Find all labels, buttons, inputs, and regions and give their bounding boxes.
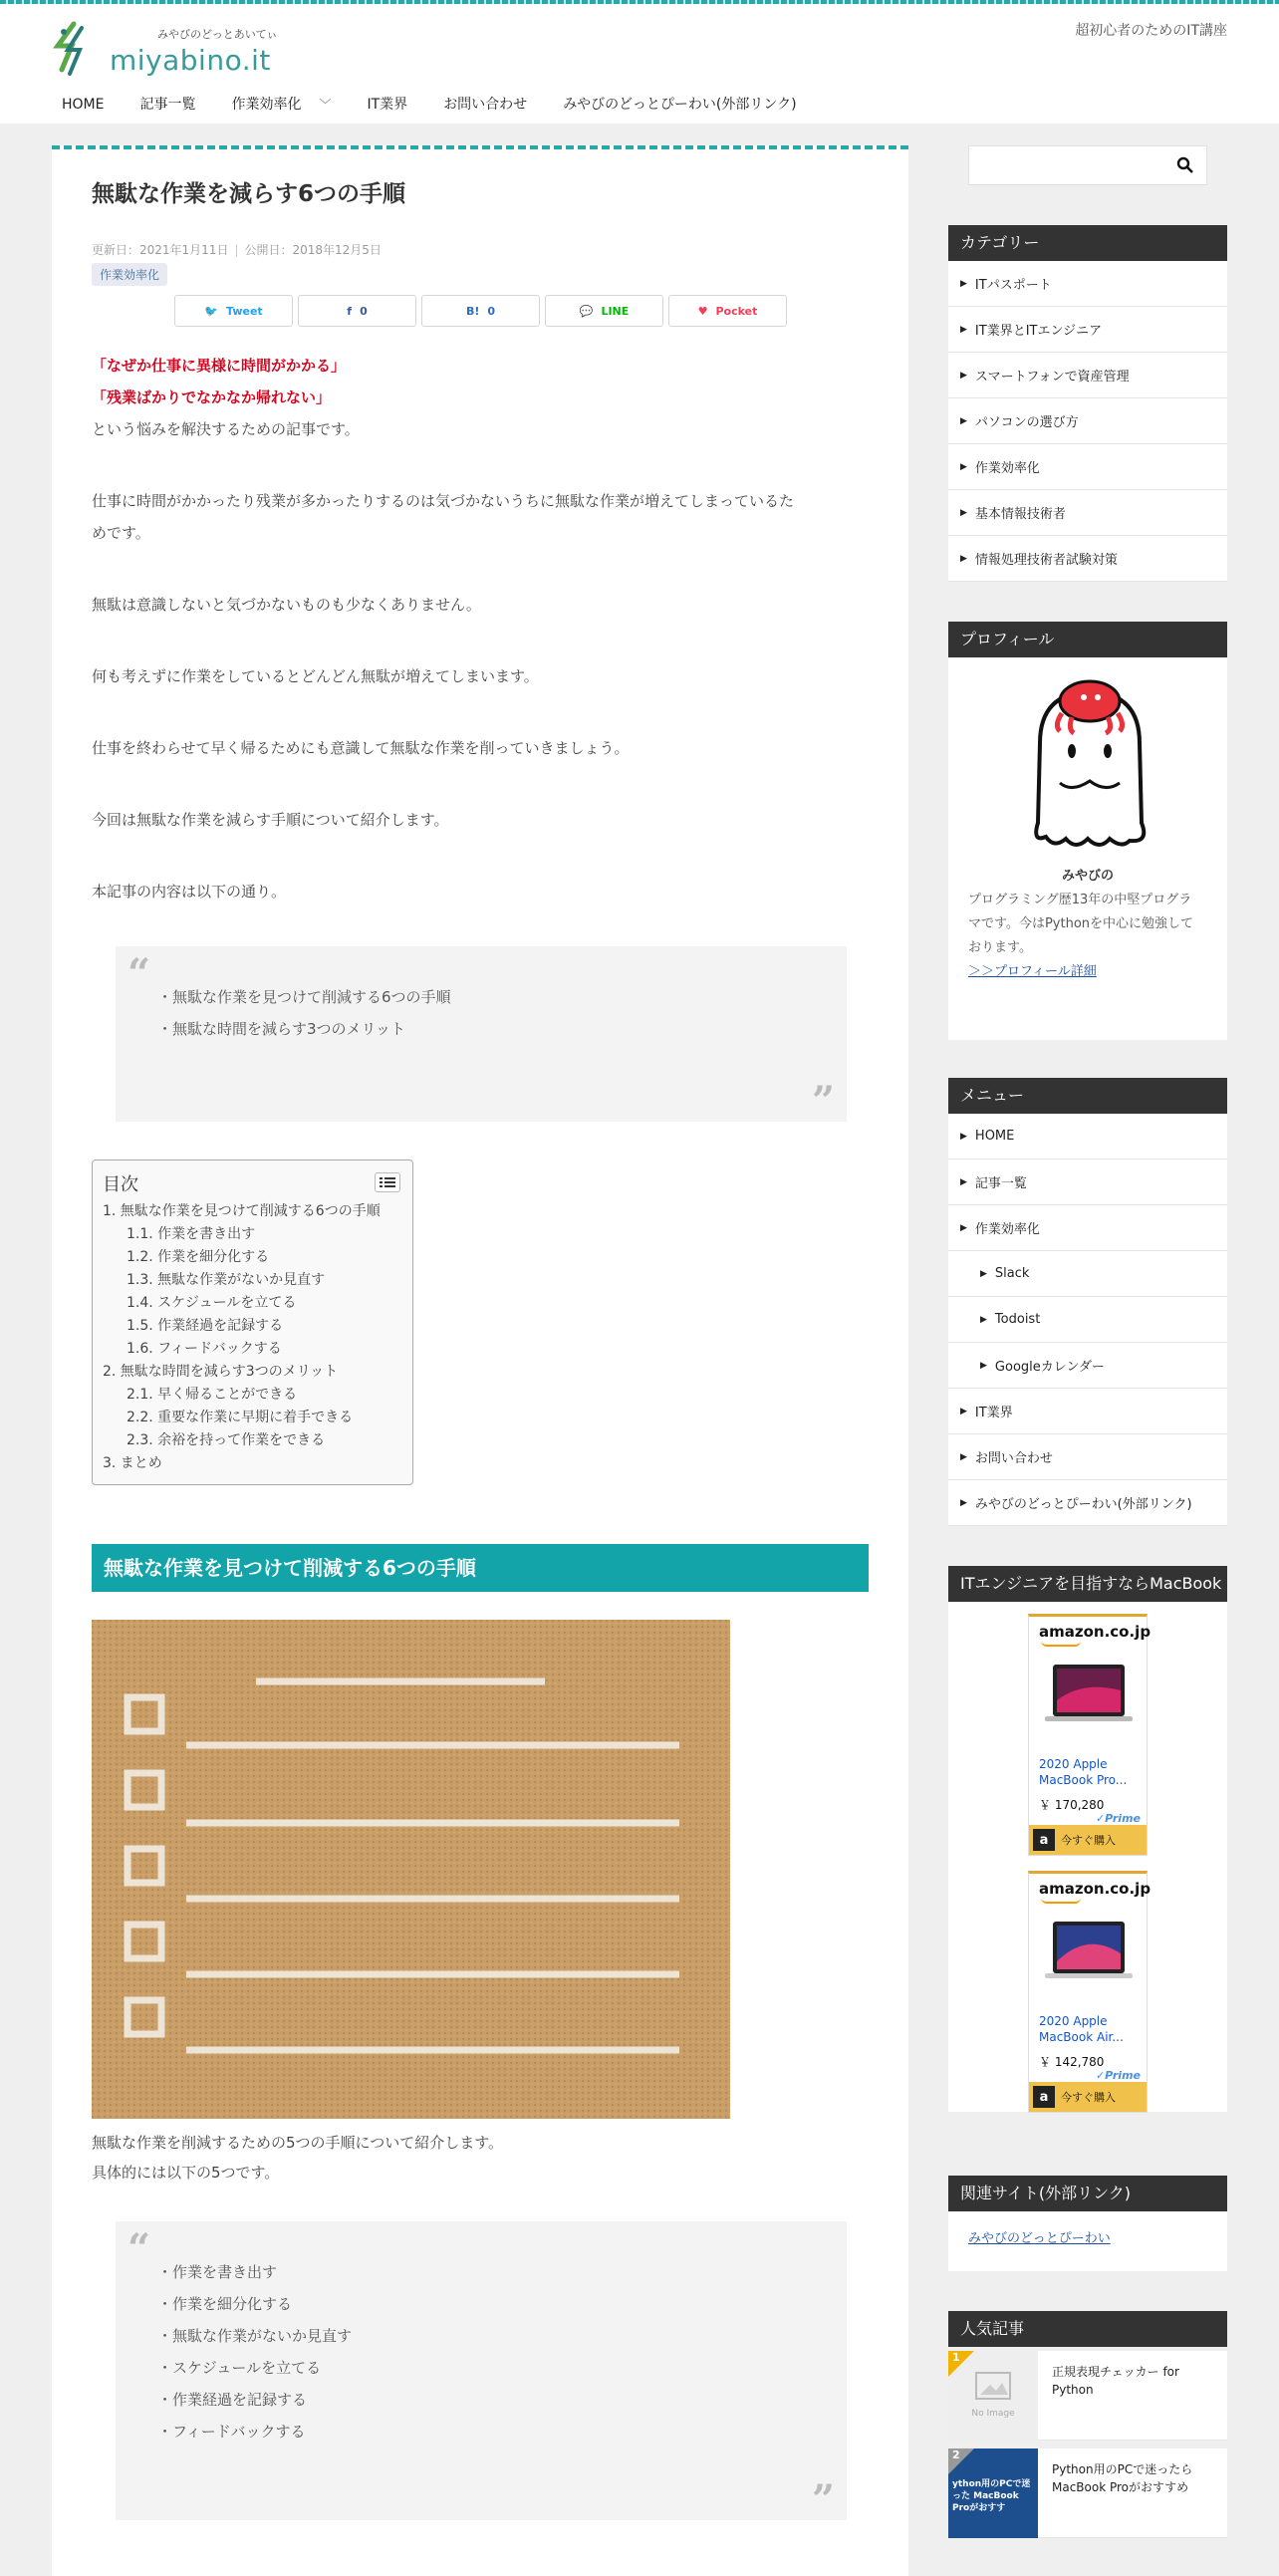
- nav-label: お問い合わせ: [443, 97, 528, 113]
- share-label: Pocket: [715, 304, 758, 318]
- category-label: 情報処理技術者試験対策: [974, 553, 1118, 568]
- menu-label: 記事一覧: [974, 1176, 1027, 1191]
- pocket-icon: ♥: [697, 304, 708, 318]
- section-heading: 無駄な作業を見つけて削減する6つの手順: [92, 1544, 869, 1592]
- toc-title: 目次: [103, 1174, 138, 1195]
- amazon-product-card[interactable]: [1028, 1614, 1151, 1856]
- hatena-bookmark-button[interactable]: [421, 295, 540, 327]
- quote-open-icon: “: [128, 2225, 151, 2272]
- triangle-right-icon: ▶: [980, 1360, 987, 1371]
- paragraph-9: 具体的には以下の5つです。: [92, 2164, 280, 2182]
- menu-item[interactable]: [948, 1480, 1227, 1526]
- category-label: 基本情報技術者: [974, 507, 1066, 522]
- no-image-label: No Image: [971, 2409, 1015, 2419]
- buy-label: 今すぐ購入: [1061, 1834, 1116, 1847]
- nav-label: IT業界: [367, 97, 408, 113]
- quote-close-icon: ”: [811, 1078, 835, 1125]
- prime-badge: ✓Prime: [1095, 2069, 1141, 2082]
- intro-red-line-2: 「残業ばかりでなかなか帰れない」: [92, 388, 332, 406]
- quote-line: ・作業を細分化する: [157, 2295, 293, 2313]
- profile-desc-1: プログラミング歴13年の中堅プログラ: [968, 893, 1192, 907]
- profile-desc-3: おります。: [968, 940, 1032, 955]
- widget-title: 人気記事: [948, 2311, 1227, 2347]
- widget-title: 関連サイト(外部リンク): [948, 2176, 1227, 2211]
- quote-line: ・フィードバックする: [157, 2423, 306, 2441]
- widget-title: メニュー: [948, 1078, 1227, 1114]
- image-placeholder-icon: [974, 2371, 1012, 2401]
- updated-date: 更新日：2021年1月11日: [92, 243, 229, 257]
- macbook-pro-image: [1043, 1661, 1135, 1730]
- checklist-corkboard-image: [92, 1620, 730, 2119]
- category-list: [948, 261, 1227, 582]
- menu-label: みやびのどっとぴーわい(外部リンク): [974, 1497, 1192, 1512]
- thumbnail-caption: ython用のPCで迷った MacBook Proがおすす: [952, 2479, 1031, 2513]
- share-label: Tweet: [226, 304, 263, 318]
- triangle-right-icon: ▶: [960, 1406, 967, 1417]
- profile-detail-link[interactable]: ＞＞プロフィール詳細: [968, 964, 1097, 979]
- share-count: 0: [360, 304, 368, 318]
- triangle-right-icon: ▶: [960, 1497, 967, 1508]
- product-price: ￥ 170,280: [1039, 1798, 1105, 1812]
- category-label: 作業効率化: [974, 461, 1040, 476]
- triangle-right-icon: ▶: [980, 1268, 987, 1279]
- menu-label: 作業効率化: [974, 1222, 1040, 1237]
- menu-label: HOME: [974, 1129, 1015, 1144]
- amazon-product-card[interactable]: [1028, 1871, 1151, 2113]
- amazon-smile-icon: [1041, 1898, 1081, 1904]
- blockquote-steps: [116, 2221, 847, 2523]
- quote-line: ・無駄な作業を見つけて削減する6つの手順: [157, 988, 451, 1006]
- quote-line: ・作業を書き出す: [157, 2263, 278, 2281]
- corkboard-illustration: [92, 1620, 730, 2119]
- quote-line: ・無駄な時間を減らす3つのメリット: [157, 1020, 405, 1038]
- global-nav: [44, 86, 815, 124]
- nav-label: HOME: [62, 97, 105, 113]
- category-label: IT業界とITエンジニア: [974, 324, 1103, 339]
- menu-item[interactable]: [948, 1434, 1227, 1480]
- amazon-icon: a: [1033, 1829, 1055, 1851]
- category-widget: [948, 225, 1227, 582]
- menu-subitem[interactable]: [948, 1343, 1227, 1389]
- nav-articles[interactable]: [122, 86, 213, 124]
- toc-link[interactable]: 1.1. 作業を書き出す: [127, 1226, 256, 1242]
- menu-label: Todoist: [994, 1312, 1041, 1327]
- buy-label: 今すぐ購入: [1061, 2091, 1116, 2104]
- search-icon[interactable]: [1176, 156, 1194, 174]
- menu-label: IT業界: [974, 1406, 1013, 1420]
- category-item[interactable]: [948, 398, 1227, 444]
- buy-now-button[interactable]: [1029, 1825, 1147, 1855]
- menu-subitem[interactable]: [948, 1297, 1227, 1343]
- menu-label: Slack: [994, 1266, 1030, 1281]
- category-item[interactable]: [948, 307, 1227, 353]
- toc-link[interactable]: 2.2. 重要な作業に早期に着手できる: [127, 1410, 354, 1425]
- widget-title: ITエンジニアを目指すならMacBook: [948, 1566, 1227, 1602]
- toc-link[interactable]: 1.5. 作業経過を記録する: [127, 1318, 284, 1334]
- related-sites-widget: [948, 2176, 1227, 2271]
- paragraph-4: 何も考えずに作業をしているとどんどん無駄が増えてしまいます。: [92, 667, 539, 685]
- article-main: [52, 145, 908, 2576]
- toc-link[interactable]: 3. まとめ: [103, 1455, 162, 1471]
- search-box[interactable]: [968, 145, 1207, 185]
- nav-label: 作業効率化: [231, 97, 302, 113]
- menu-label: Googleカレンダー: [994, 1360, 1105, 1375]
- widget-title: プロフィール: [948, 622, 1227, 657]
- related-site-link[interactable]: みやびのどっとぴーわい: [968, 2231, 1111, 2246]
- toc-link[interactable]: 1.6. フィードバックする: [127, 1341, 282, 1357]
- toc-link[interactable]: 1.2. 作業を細分化する: [127, 1249, 270, 1265]
- quote-close-icon: ”: [811, 2476, 835, 2523]
- hatena-icon: B!: [465, 304, 480, 318]
- site-logo[interactable]: [52, 18, 281, 78]
- facebook-icon: f: [347, 304, 353, 318]
- category-item[interactable]: [948, 353, 1227, 398]
- toc-link[interactable]: 2.1. 早く帰ることができる: [127, 1387, 298, 1403]
- menu-item[interactable]: [948, 1205, 1227, 1251]
- toc-link[interactable]: 2. 無駄な時間を減らす3つのメリット: [103, 1364, 339, 1380]
- nav-label: みやびのどっとぴーわい(外部リンク): [563, 97, 797, 113]
- category-label: パソコンの選び方: [974, 415, 1079, 430]
- line-icon: 💬: [579, 304, 594, 318]
- buy-now-button[interactable]: [1029, 2082, 1147, 2112]
- quote-line: ・作業経過を記録する: [157, 2391, 308, 2409]
- triangle-right-icon: ▶: [960, 507, 967, 518]
- triangle-right-icon: ▶: [960, 324, 967, 335]
- share-label: LINE: [601, 304, 630, 318]
- product-price: ￥ 142,780: [1039, 2055, 1105, 2069]
- logo-mark-icon: [52, 20, 92, 78]
- date-separator: |: [234, 243, 239, 257]
- paragraph-2b: めです。: [92, 524, 150, 542]
- list-icon: [380, 1176, 395, 1188]
- article-dates: [92, 241, 382, 258]
- macbook-air-image: [1043, 1918, 1135, 1987]
- amazon-icon: a: [1033, 2086, 1055, 2108]
- table-of-contents: [92, 1159, 413, 1485]
- triangle-right-icon: ▶: [960, 415, 967, 426]
- category-label: ITパスポート: [974, 278, 1052, 293]
- quote-line: ・無駄な作業がないか見直す: [157, 2327, 353, 2345]
- profile-widget: [948, 622, 1227, 1040]
- popular-post-title[interactable]: 正規表現チェッカー for Python: [1052, 2365, 1179, 2397]
- blockquote-summary: [116, 946, 847, 1125]
- paragraph-6: 今回は無駄な作業を減らす手順について紹介します。: [92, 811, 449, 829]
- intro-paragraph: という悩みを解決するための記事です。: [92, 420, 360, 438]
- share-count: 0: [487, 304, 496, 318]
- menu-item[interactable]: [948, 1159, 1227, 1205]
- product-title[interactable]: 2020 Apple MacBook Pro...: [1039, 1757, 1128, 1787]
- triangle-right-icon: ▶: [980, 1314, 987, 1325]
- menu-widget: [948, 1078, 1227, 1526]
- paragraph-7: 本記事の内容は以下の通り。: [92, 883, 287, 901]
- paragraph-5: 仕事を終わらせて早く帰るためにも意識して無駄な作業を削っていきましょう。: [92, 739, 630, 757]
- triangle-right-icon: ▶: [960, 553, 967, 564]
- menu-item[interactable]: [948, 1114, 1227, 1159]
- nav-efficiency[interactable]: [213, 86, 349, 124]
- paragraph-2a: 仕事に時間がかかったり残業が多かったりするのは気づかないうちに無駄な作業が増えてしまっているた: [92, 492, 795, 510]
- popular-post-item[interactable]: [948, 2448, 1227, 2538]
- profile-desc-2: マです。今はPythonを中心に勉強して: [968, 916, 1194, 931]
- menu-subitem[interactable]: [948, 1251, 1227, 1297]
- category-item[interactable]: [948, 261, 1227, 307]
- pocket-button[interactable]: [668, 295, 787, 327]
- category-badge[interactable]: 作業効率化: [92, 263, 167, 286]
- profile-name: みやびの: [1061, 869, 1114, 884]
- prime-badge: ✓Prime: [1095, 1812, 1141, 1825]
- nav-it-industry[interactable]: [350, 86, 426, 124]
- quote-open-icon: “: [128, 950, 151, 997]
- triangle-right-icon: ▶: [960, 1131, 967, 1142]
- triangle-right-icon: ▶: [960, 1451, 967, 1462]
- category-item[interactable]: [948, 536, 1227, 582]
- toc-link[interactable]: 1. 無駄な作業を見つけて削減する6つの手順: [103, 1203, 381, 1219]
- menu-label: お問い合わせ: [974, 1451, 1053, 1466]
- quote-line: ・スケジュールを立てる: [157, 2359, 322, 2377]
- popular-post-title[interactable]: Python用のPCで迷ったらMacBook Proがおすすめ: [1052, 2462, 1193, 2494]
- amazon-smile-icon: [1041, 1641, 1081, 1647]
- popular-posts-widget: [948, 2311, 1227, 2570]
- toc-link[interactable]: 1.4. スケジュールを立てる: [127, 1295, 297, 1311]
- paragraph-3: 無駄は意識しないと気づかないものも少なくありません。: [92, 596, 481, 614]
- line-share-button[interactable]: [545, 295, 663, 327]
- toc-link[interactable]: 1.3. 無駄な作業がないか見直す: [127, 1272, 326, 1288]
- amazon-logo: amazon.co.jp: [1039, 1880, 1151, 1898]
- intro-red-line-1: 「なぜか仕事に異様に時間がかかる」: [92, 357, 347, 375]
- share-buttons: [174, 295, 787, 327]
- tweet-button[interactable]: [174, 295, 293, 327]
- nav-external[interactable]: [545, 86, 814, 124]
- product-title[interactable]: 2020 Apple MacBook Air...: [1039, 2014, 1124, 2044]
- site-tagline: 超初心者のためのIT講座: [1075, 23, 1227, 39]
- toc-link[interactable]: 2.3. 余裕を持って作業をできる: [127, 1432, 326, 1448]
- paragraph-8: 無駄な作業を削減するための5つの手順について紹介します。: [92, 2134, 504, 2152]
- article-title: 無駄な作業を減らす6つの手順: [92, 181, 406, 207]
- twitter-icon: 🐦: [204, 304, 219, 318]
- amazon-logo: amazon.co.jp: [1039, 1623, 1151, 1641]
- menu-item[interactable]: [948, 1389, 1227, 1434]
- menu-list: [948, 1114, 1227, 1526]
- triangle-right-icon: ▶: [960, 1176, 967, 1187]
- nav-contact[interactable]: [425, 86, 545, 124]
- widget-title: カテゴリー: [948, 225, 1227, 261]
- site-header: [0, 4, 1279, 124]
- category-item[interactable]: [948, 490, 1227, 536]
- category-label: スマートフォンで資産管理: [974, 370, 1130, 385]
- popular-post-item[interactable]: [948, 2351, 1227, 2441]
- triangle-right-icon: ▶: [960, 1222, 967, 1233]
- logo-text: miyabino.it: [110, 44, 271, 77]
- nav-home[interactable]: [44, 86, 122, 124]
- chevron-down-icon[interactable]: ﹀: [319, 98, 332, 112]
- profile-avatar: [1010, 673, 1169, 853]
- logo-subtitle: みやびのどっとあいてぃ: [157, 28, 278, 41]
- nav-label: 記事一覧: [139, 97, 196, 113]
- triangle-right-icon: ▶: [960, 370, 967, 381]
- rank-number: 2: [952, 2448, 960, 2461]
- published-date: 公開日：2018年12月5日: [244, 243, 382, 257]
- triangle-right-icon: ▶: [960, 278, 967, 289]
- facebook-share-button[interactable]: [298, 295, 416, 327]
- category-item[interactable]: [948, 444, 1227, 490]
- rank-number: 1: [952, 2351, 960, 2364]
- triangle-right-icon: ▶: [960, 461, 967, 472]
- toc-toggle-button[interactable]: [375, 1172, 400, 1192]
- macbook-widget: [948, 1566, 1227, 2112]
